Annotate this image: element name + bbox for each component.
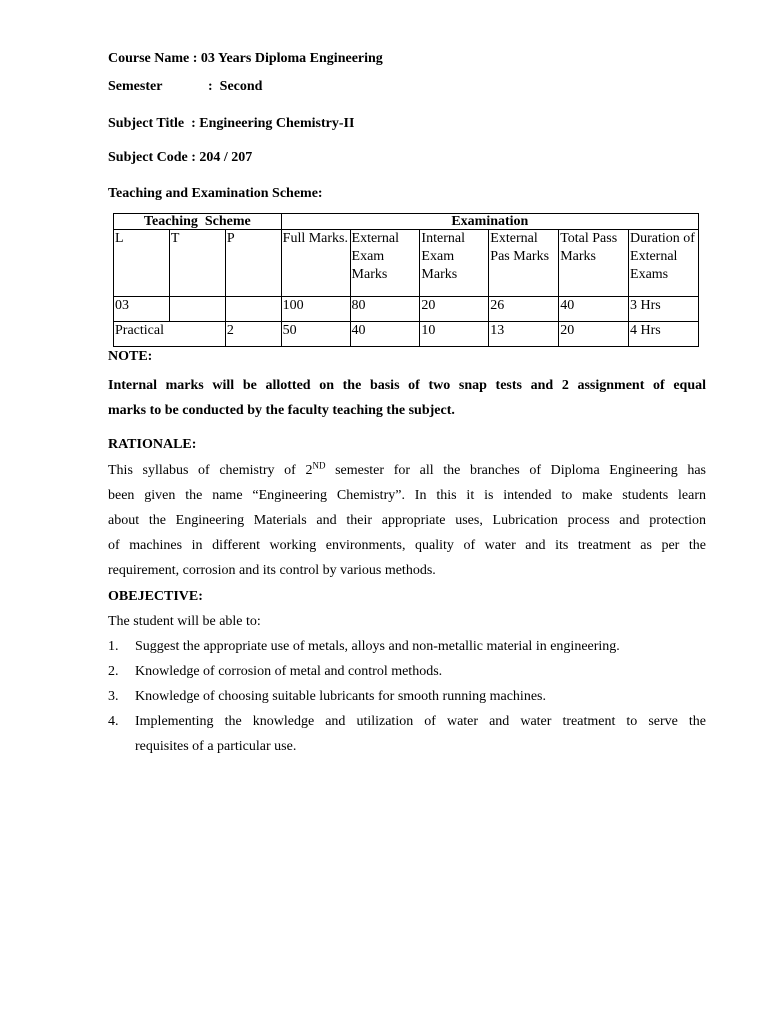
semester-sep: : xyxy=(208,79,213,94)
table-cell: 50 xyxy=(281,322,350,347)
subject-title-label: Subject Title : xyxy=(108,116,200,131)
table-cell: 2 xyxy=(225,322,281,347)
teaching-scheme-header: Teaching Scheme xyxy=(114,214,282,230)
objective-list xyxy=(108,634,706,759)
subject-code-value: 204 / 207 xyxy=(199,150,253,165)
col-header-external-pass: External Pas Marks xyxy=(489,230,559,297)
semester-label: Semester xyxy=(108,79,163,94)
rationale-first-post: semester for all the branches of Diploma Engineering has xyxy=(325,463,706,478)
table-cell: 4 Hrs xyxy=(629,322,699,347)
subject-title-value: Engineering Chemistry-II xyxy=(199,116,355,131)
table-cell: Practical xyxy=(114,322,226,347)
table-cell: 3 Hrs xyxy=(629,297,699,322)
list-item-number: 1. xyxy=(108,639,119,654)
table-cell: 20 xyxy=(559,322,629,347)
table-cell xyxy=(169,297,225,322)
note-heading: NOTE: xyxy=(108,349,153,364)
list-item-text: Suggest the appropriate use of metals, alloys and non-metallic material in engineering. xyxy=(135,639,620,654)
table-cell xyxy=(225,297,281,322)
col-header-full-marks: Full Marks. xyxy=(281,230,350,297)
table-cell: 100 xyxy=(281,297,350,322)
scheme-table xyxy=(113,213,699,347)
table-cell: 80 xyxy=(350,297,420,322)
col-header-t: T xyxy=(169,230,225,297)
rationale-first-sup: ND xyxy=(312,460,326,471)
subject-code-line xyxy=(108,150,252,166)
semester-value: Second xyxy=(219,79,263,94)
table-cell: 13 xyxy=(489,322,559,347)
note-line: Internal marks will be allotted on the basis of two snap tests and 2 assignment of equal xyxy=(108,378,706,393)
col-header-p: P xyxy=(225,230,281,297)
objective-heading: OBEJECTIVE: xyxy=(108,589,203,604)
list-item-text: Knowledge of choosing suitable lubricants for smooth running machines. xyxy=(135,689,546,704)
list-item-text: requisites of a particular use. xyxy=(135,739,297,754)
table-cell: 40 xyxy=(350,322,420,347)
list-item-number: 4. xyxy=(108,714,119,729)
col-header-total-pass: Total Pass Marks xyxy=(559,230,629,297)
semester-line xyxy=(108,79,262,95)
table-cell: 40 xyxy=(559,297,629,322)
list-item-text: Knowledge of corrosion of metal and control methods. xyxy=(135,664,443,679)
note-line: marks to be conducted by the faculty teaching the subject. xyxy=(108,403,455,418)
table-row xyxy=(114,322,699,347)
objective-intro: The student will be able to: xyxy=(108,614,261,629)
scheme-heading: Teaching and Examination Scheme: xyxy=(108,186,323,201)
rationale-line xyxy=(108,458,706,483)
rationale-line: been given the name “Engineering Chemistry”. In this it is intended to make students learn xyxy=(108,488,706,503)
subject-title-line xyxy=(108,116,354,132)
col-header-internal-exam: Internal Exam Marks xyxy=(420,230,489,297)
list-item xyxy=(108,634,706,659)
examination-header: Examination xyxy=(281,214,698,230)
col-header-duration: Duration of External Exams xyxy=(629,230,699,297)
table-row xyxy=(114,297,699,322)
note-text xyxy=(108,373,706,423)
col-header-l: L xyxy=(114,230,170,297)
list-item-number: 2. xyxy=(108,664,119,679)
subject-code-label: Subject Code : xyxy=(108,150,200,165)
rationale-line: about the Engineering Materials and their appropriate uses, Lubrication process and protection xyxy=(108,513,706,528)
table-cell: 20 xyxy=(420,297,489,322)
rationale-line: of machines in different working environments, quality of water and its treatment as per the xyxy=(108,538,706,553)
list-item-number: 3. xyxy=(108,689,119,704)
col-header-external-exam: External Exam Marks xyxy=(350,230,420,297)
table-cell: 03 xyxy=(114,297,170,322)
rationale-text xyxy=(108,458,706,583)
table-cell: 26 xyxy=(489,297,559,322)
list-item xyxy=(108,709,706,759)
course-name-line xyxy=(108,51,383,67)
list-item-text: Implementing the knowledge and utilization of water and water treatment to serve the xyxy=(135,714,706,729)
list-item xyxy=(108,659,706,684)
course-name-value: 03 Years Diploma Engineering xyxy=(200,51,383,66)
rationale-heading: RATIONALE: xyxy=(108,437,197,452)
rationale-first-pre: This syllabus of chemistry of 2 xyxy=(108,463,313,478)
course-name-label: Course Name : xyxy=(108,51,201,66)
list-item xyxy=(108,684,706,709)
table-cell: 10 xyxy=(420,322,489,347)
rationale-line: requirement, corrosion and its control by various methods. xyxy=(108,563,436,578)
